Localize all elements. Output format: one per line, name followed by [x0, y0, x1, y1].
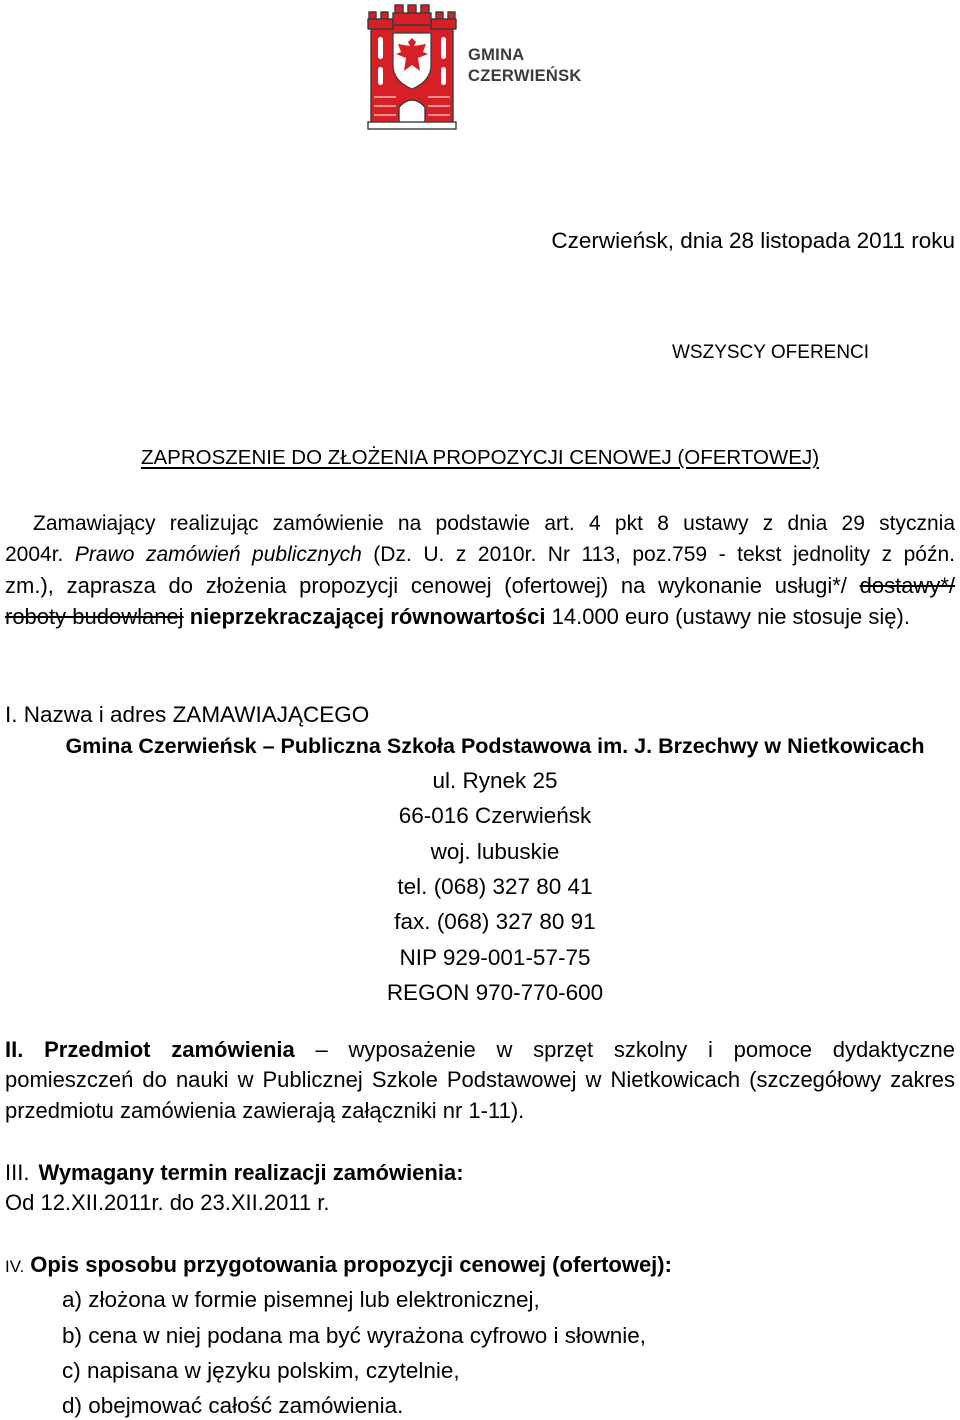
intro-line-3: [5, 574, 955, 598]
list-item: c) napisana w języku polskim, czytelnie,: [62, 1358, 460, 1383]
section-3-dates: Od 12.XII.2011r. do 23.XII.2011 r.: [5, 1190, 330, 1215]
coat-of-arms-icon: [366, 3, 458, 131]
section-3-heading: Wymagany termin realizacji zamówienia:: [38, 1160, 464, 1185]
organization-name: Gmina Czerwieńsk – Publiczna Szkoła Podstawowa im. J. Brzechwy w Nietkowicach: [65, 734, 925, 758]
gate-arch: [399, 100, 425, 123]
address-nip: NIP 929-001-57-75: [399, 945, 591, 970]
list-item: b) cena w niej podana ma być wyrażona cyfrowo i słownie,: [62, 1323, 647, 1348]
intro-invitation: zm.), zaprasza do złożenia propozycji cenowej (ofertowej) na wykonanie usługi*/: [5, 573, 860, 598]
intro-struck-works: roboty budowlanej: [5, 604, 184, 629]
address-voivodeship: woj. lubuskie: [430, 839, 560, 864]
intro-line-2: [5, 543, 955, 567]
section-4-number: IV.: [5, 1257, 25, 1276]
intro-amount: 14.000 euro (ustawy nie stosuje się).: [545, 604, 910, 629]
address-phone: tel. (068) 327 80 41: [397, 874, 593, 899]
address-postal-city: 66-016 Czerwieńsk: [398, 803, 592, 828]
castle-foundation: [368, 122, 456, 129]
intro-struck-deliveries: dostawy*/: [859, 573, 955, 598]
address-fax: fax. (068) 327 80 91: [394, 909, 596, 934]
intro-line-4: [5, 605, 955, 629]
intro-citation: (Dz. U. z 2010r. Nr 113, poz.759 - tekst jednolity z późn.: [361, 543, 955, 566]
section-3-number: III.: [5, 1160, 30, 1185]
date-line: Czerwieńsk, dnia 28 listopada 2011 roku: [551, 228, 955, 253]
document-title: ZAPROSZENIE DO ZŁOŻENIA PROPOZYCJI CENOWEJ (OFERTOWEJ): [140, 446, 820, 469]
castle-battlements: [368, 5, 456, 29]
section-4-heading: Opis sposobu przygotowania propozycji cenowej (ofertowej):: [30, 1252, 672, 1277]
section-2-line-1: [5, 1038, 955, 1062]
addressee: WSZYSCY OFERENCI: [672, 342, 870, 363]
section-1-heading: I. Nazwa i adres ZAMAWIAJĄCEGO: [5, 702, 370, 727]
intro-threshold: nieprzekraczającej równowartości: [183, 604, 546, 629]
list-item: a) złożona w formie pisemnej lub elektronicznej,: [62, 1287, 540, 1312]
section-3-line: [5, 1161, 905, 1185]
list-item: d) obejmować całość zamówienia.: [62, 1393, 404, 1418]
logo-text-czerwiensk: CZERWIEŃSK: [468, 67, 582, 85]
section-2-heading: II. Przedmiot zamówienia: [5, 1037, 295, 1062]
address-street: ul. Rynek 25: [432, 768, 558, 793]
section-4-line: [5, 1253, 905, 1279]
address-regon: REGON 970-770-600: [386, 980, 604, 1005]
section-2-line-2: pomieszczeń do nauki w Publicznej Szkole Podstawowej w Nietkowicach (szczegółowy zakres: [5, 1067, 955, 1092]
intro-year: 2004r.: [5, 543, 75, 566]
logo-text-gmina: GMINA: [468, 46, 525, 64]
intro-line-1: Zamawiający realizując zamówienie na podstawie art. 4 pkt 8 ustawy z dnia 29 stycznia: [33, 512, 955, 535]
intro-act-name: Prawo zamówień publicznych: [74, 543, 362, 566]
section-2-description-start: – wyposażenie w sprzęt szkolny i pomoce dydaktyczne: [294, 1037, 956, 1062]
section-2-line-3: przedmiotu zamówienia zawierają załączniki nr 1-11).: [5, 1098, 525, 1123]
header-logo: [366, 3, 596, 133]
